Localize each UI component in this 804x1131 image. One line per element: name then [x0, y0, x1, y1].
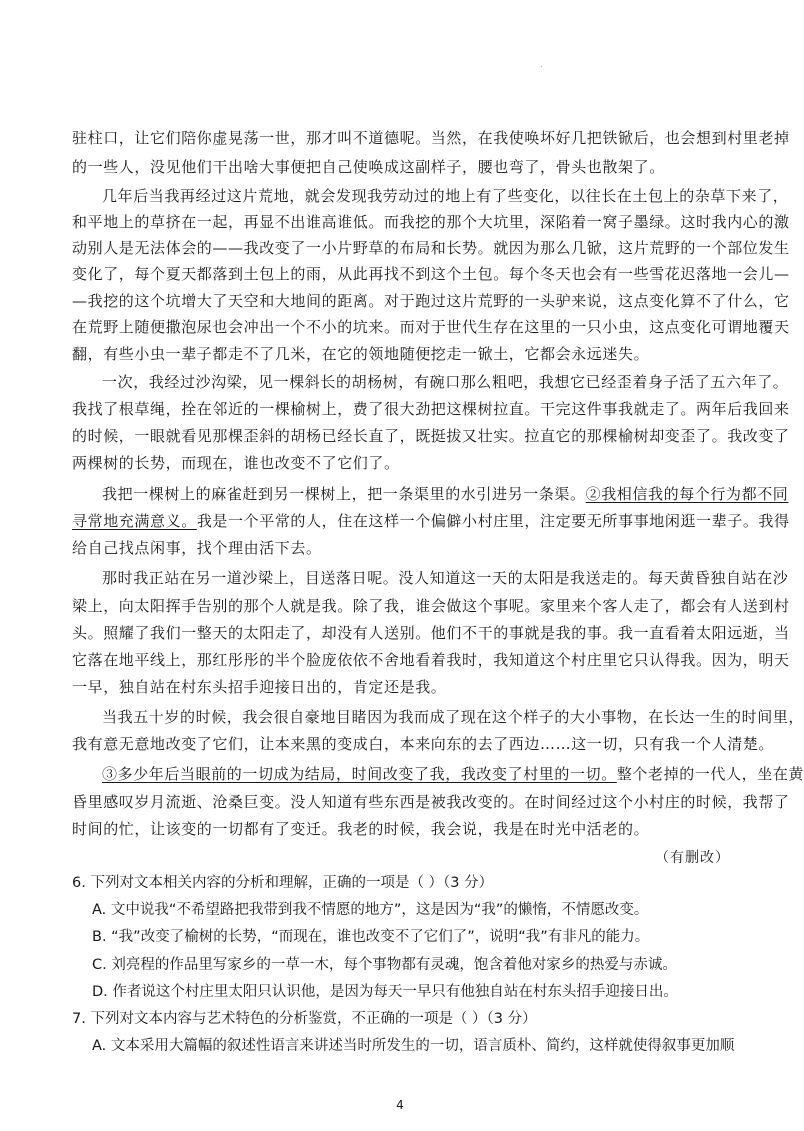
passage-line: 在荒野上随便撒泡尿也会冲出一个不小的坑来。而对于世代生存在这里的一只小虫，这点变化可谓地覆天 — [72, 318, 790, 336]
passage-line: 梁上，向太阳挥手告别的那个人就是我。除了我，谁会做这个事呢。家里来个客人走了，都会有人送到村 — [72, 597, 790, 615]
passage-line: 的时候，一眼就看见那棵歪斜的胡杨已经长直了，既挺拔又壮实。拉直它的那棵榆树却变歪了。我改变了 — [72, 427, 790, 445]
passage-line — [72, 511, 790, 531]
passage-line — [72, 484, 789, 504]
passage-text: 我把一棵树上的麻雀赶到另一棵树上，把一条渠里的水引进另一条渠。 — [102, 485, 586, 503]
passage-line: 时间的忙，让该变的一切都有了变迁。我老的时候，我会说，我是在时光中活老的。 — [72, 820, 650, 838]
underlined-sentence-2-cont: 寻常地充满意义。 — [72, 512, 197, 530]
question-6-option-c: C. 刘亮程的作品里写家乡的一草一木，每个事物都有灵魂，饱含着他对家乡的热爱与赤诚。 — [92, 957, 677, 973]
passage-line: 和平地上的草挤在一起，再显不出谁高谁低。而我挖的那个大坑里，深陷着一窝子墨绿。这时我内心的激 — [72, 213, 790, 231]
underlined-sentence-2: ②我相信我的每个行为都不同 — [585, 485, 789, 503]
passage-line: 当我五十岁的时候，我会很自豪地目睹因为我而成了现在这个样子的大小事物，在长达一生的时间里， — [102, 708, 804, 726]
passage-line — [72, 764, 804, 784]
question-6-stem: 6. 下列对文本相关内容的分析和理解，正确的一项是（ ）（3 分） — [72, 875, 494, 891]
question-6-option-d: D. 作者说这个村庄里太阳只认识他，是因为每天一早只有他独自站在村东头招手迎接日出。 — [92, 984, 678, 1000]
passage-line: 一次，我经过沙沟梁，见一棵斜长的胡杨树，有碗口那么粗吧，我想它已经歪着身子活了五六年了。 — [102, 373, 789, 391]
passage-line: 几年后当我再经过这片荒地，就会发现我劳动过的地上有了些变化，以往长在土包上的杂草下来了， — [102, 187, 789, 205]
question-7-stem: 7. 下列对文本内容与艺术特色的分析鉴赏，不正确的一项是（ ）（3 分） — [72, 1011, 537, 1027]
passage-line: 头。照耀了我们一整天的太阳走了，却没有人送别。他们不干的事就是我的事。我一直看着太阳远逝，当 — [72, 624, 790, 642]
passage-line: 我有意无意地改变了它们，让本来黑的变成白，本来向东的去了西边……这一切，只有我一个人清楚。 — [72, 735, 775, 753]
question-6-option-b: B. “我”改变了榆树的长势，“而现在，谁也改变不了它们了”，说明“我”有非凡的能力。 — [92, 929, 650, 945]
passage-text: 整个老掉的一代人，坐在黄 — [616, 765, 804, 783]
question-6-option-a: A. 文中说我“不希望路把我带到我不情愿的地方”，这是因为“我”的懒惰，不情愿改变。 — [92, 902, 649, 918]
passage-line: 驻柱口，让它们陪你虚晃荡一世，那才叫不道德呢。当然，在我使唤坏好几把铁锨后，也会想到村里老掉 — [72, 129, 790, 147]
passage-line: 昏里感叹岁月流逝、沧桑巨变。没人知道有些东西是被我改变的。在时间经过这个小村庄的时候，我帮了 — [72, 793, 790, 811]
edit-note: （有删改） — [655, 850, 730, 866]
passage-line: 它落在地平线上，那红彤彤的半个脸庞依依不舍地看着我时，我知道这个村庄里它只认得我。因为，明天 — [72, 651, 790, 669]
scan-dot: · — [540, 62, 544, 73]
passage-line: 翻，有些小虫一辈子都走不了几米，在它的领地随便挖走一锨土，它都会永远迷失。 — [72, 345, 650, 363]
passage-line: —我挖的这个坑增大了天空和大地间的距离。对于跑过这片荒野的一头驴来说，这点变化算不了什么，它 — [72, 292, 790, 310]
passage-line: 动别人是无法体会的——我改变了一小片野草的布局和长势。就因为那么几锨，这片荒野的一个部位发生 — [72, 239, 790, 257]
question-7-option-a: A. 文本采用大篇幅的叙述性语言来讲述当时所发生的一切，语言质朴、简约，这样就使得叙事更加顺 — [92, 1038, 735, 1054]
passage-line: 那时我正站在另一道沙梁上，目送落日呢。没人知道这一天的太阳是我送走的。每天黄昏独自站在沙 — [102, 569, 789, 587]
passage-text: 我是一个平常的人，住在这样一个偏僻小村庄里，注定要无所事事地闲逛一辈子。我得 — [196, 512, 790, 530]
underlined-sentence-3: ③多少年后当眼前的一切成为结局，时间改变了我，我改变了村里的一切。 — [102, 765, 617, 783]
passage-line: 变化了，每个夏天都落到土包上的雨，从此再找不到这个土包。每个冬天也会有一些雪花迟落地一会儿— — [72, 265, 790, 283]
passage-line: 两棵树的长势，而现在，谁也改变不了它们了。 — [72, 454, 400, 472]
passage-line: 一早，独自站在村东头招手迎接日出的，肯定还是我。 — [72, 678, 447, 696]
passage-line: 我找了根草绳，拴在邻近的一棵榆树上，费了很大劲把这棵树拉直。干完这件事我就走了。两年后我回来 — [72, 400, 790, 418]
page-number: 4 — [396, 1098, 404, 1112]
passage-line: 给自己找点闲事，找个理由活下去。 — [72, 539, 322, 557]
passage-line: 的一些人，没见他们干出啥大事便把自己使唤成这副样子，腰也弯了，骨头也散架了。 — [72, 158, 665, 176]
